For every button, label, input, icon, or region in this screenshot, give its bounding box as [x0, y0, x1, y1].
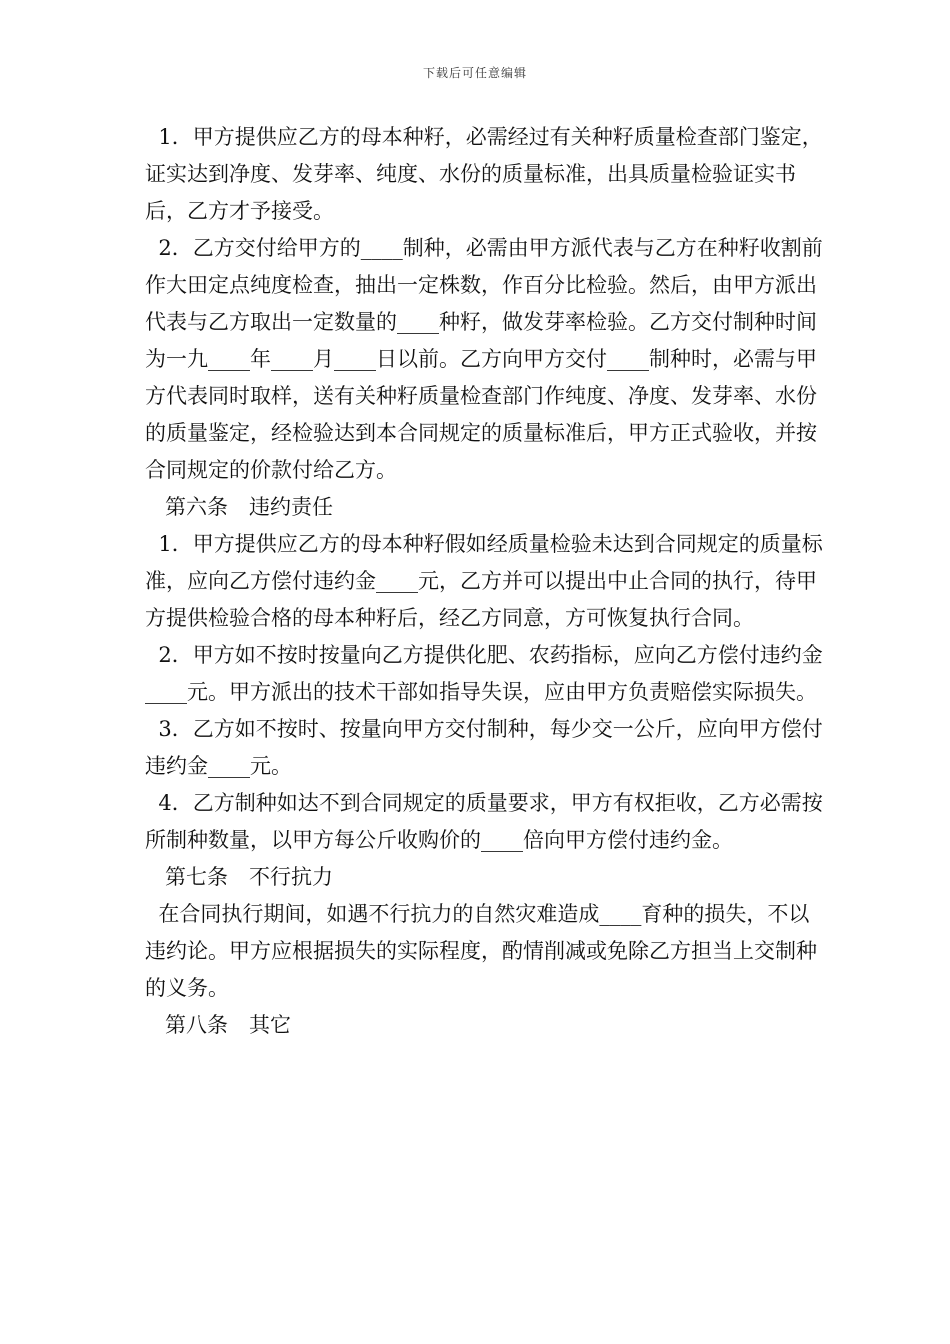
paragraph-liability-clause-1: 1．甲方提供应乙方的母本种籽假如经质量检验未达到合同规定的质量标准，应向乙方偿付违约金____元，乙方并可以提出中止合同的执行，待甲方提供检验合格的母本种籽后，经乙方同意，方可恢复执行合同。 [145, 532, 823, 630]
article-6-heading: 第六条 违约责任 [165, 495, 333, 519]
document-body [145, 119, 825, 1044]
paragraph-liability-clause-2: 2．甲方如不按时按量向乙方提供化肥、农药指标，应向乙方偿付违约金____元。甲方派出的技术干部如指导失误，应由甲方负责赔偿实际损失。 [145, 643, 823, 704]
paragraph-force-majeure: 在合同执行期间，如遇不行抗力的自然灾难造成____育种的损失，不以违约论。甲方应根据损失的实际程度，酌情削减或免除乙方担当上交制种的义务。 [145, 902, 817, 1000]
article-8-heading: 第八条 其它 [165, 1013, 291, 1037]
paragraph-quality-clause-2: 2．乙方交付给甲方的____制种，必需由甲方派代表与乙方在种籽收割前作大田定点纯度检查，抽出一定株数，作百分比检验。然后，由甲方派出代表与乙方取出一定数量的____种籽，做发芽率检验。乙方交付制种时间为一九____年____月____日以前。乙方向甲方交付____制种时，必需与甲方代表同时取样，送有关种籽质量检查部门作纯度、净度、发芽率、水份的质量鉴定，经检验达到本合同规定的质量标准后，甲方正式验收，并按合同规定的价款付给乙方。 [145, 236, 823, 482]
header-note: 下载后可任意编辑 [422, 66, 527, 80]
paragraph-quality-clause-1: 1．甲方提供应乙方的母本种籽，必需经过有关种籽质量检查部门鉴定，证实达到净度、发芽率、纯度、水份的质量标准，出具质量检验证实书后，乙方才予接受。 [145, 125, 823, 223]
paragraph-liability-clause-4: 4．乙方制种如达不到合同规定的质量要求，甲方有权拒收，乙方必需按所制种数量，以甲方每公斤收购价的____倍向甲方偿付违约金。 [145, 791, 823, 852]
paragraph-liability-clause-3: 3．乙方如不按时、按量向甲方交付制种，每少交一公斤，应向甲方偿付违约金____元。 [145, 717, 823, 778]
article-7-heading: 第七条 不行抗力 [165, 865, 333, 889]
